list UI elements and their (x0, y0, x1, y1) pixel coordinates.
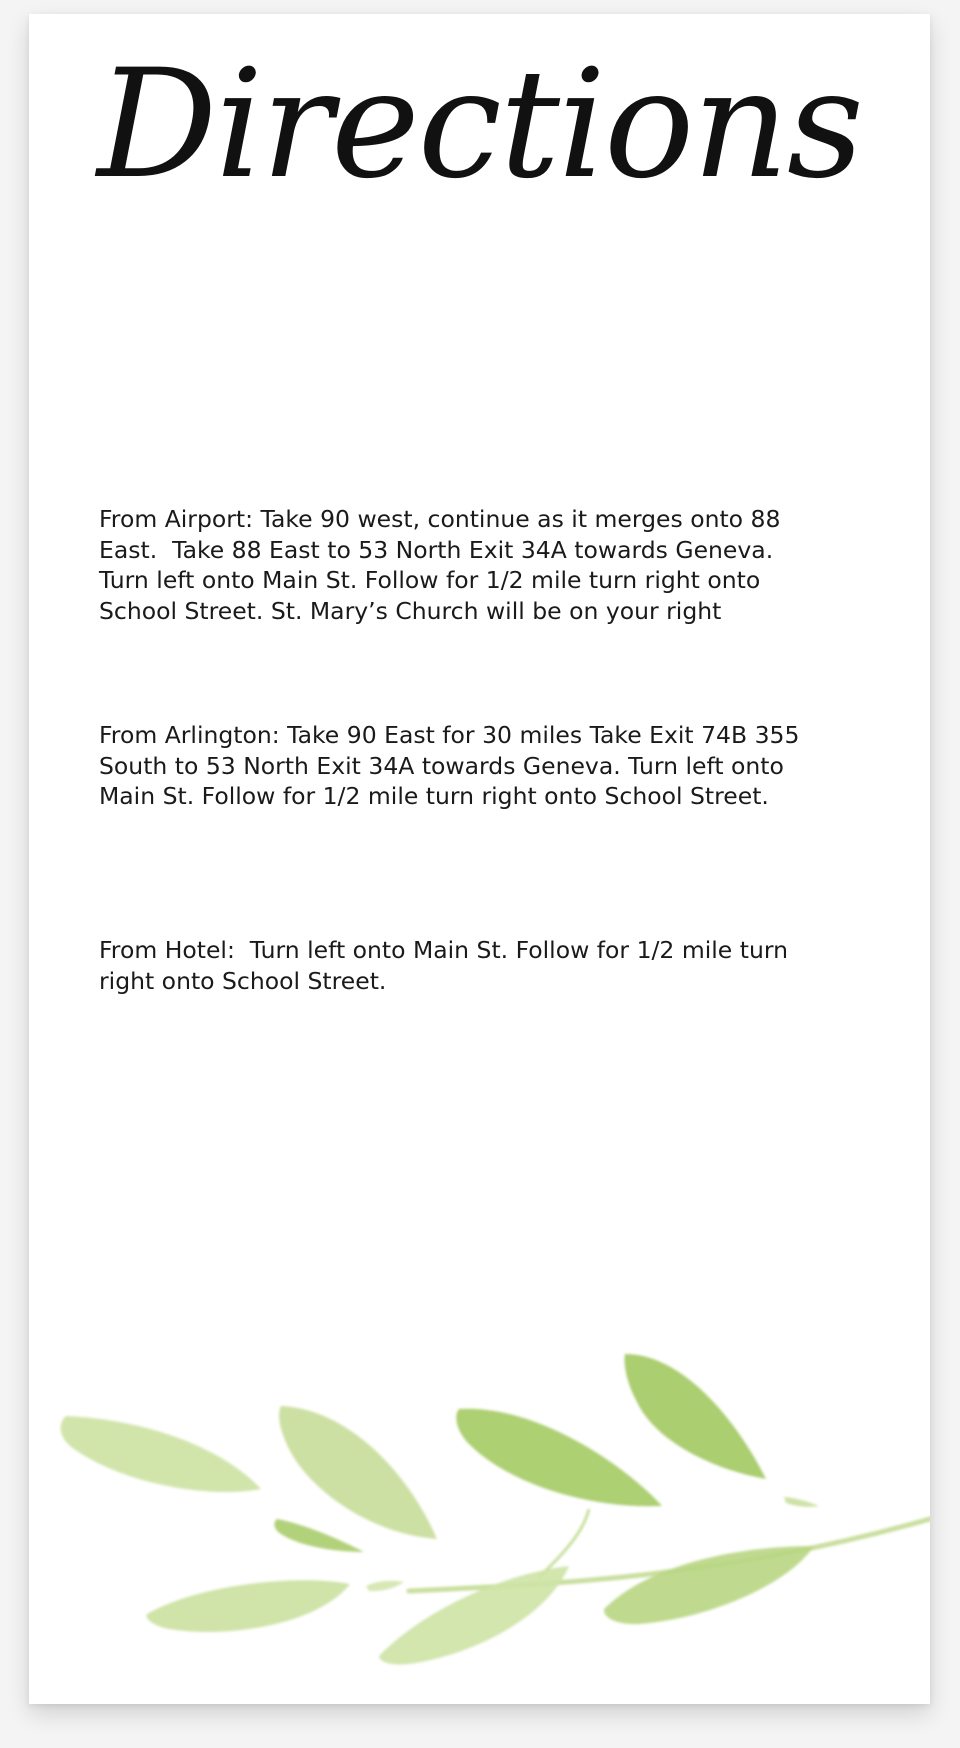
leaf (274, 1519, 364, 1552)
directions-from-airport: From Airport: Take 90 west, continue as it merges onto 88 East. Take 88 East to 53 North Exit 34A towards Geneva. Turn left onto Main St. Follow for 1/2 mile turn right onto School Street. St. Mary’s Church will be on your right (99, 505, 781, 625)
leaf (625, 1354, 767, 1479)
leaf (146, 1580, 350, 1632)
leaf (604, 1546, 814, 1624)
leaf (279, 1406, 437, 1539)
leaf (61, 1416, 261, 1492)
leaf (456, 1409, 662, 1507)
leaf-branch-icon (29, 1284, 930, 1704)
card-title: Directions (97, 38, 862, 212)
directions-from-hotel: From Hotel: Turn left onto Main St. Follow for 1/2 mile turn right onto School Street. (99, 936, 788, 995)
leaf (784, 1497, 819, 1507)
directions-from-arlington: From Arlington: Take 90 East for 30 miles Take Exit 74B 355 South to 53 North Exit 34A towards Geneva. Turn left onto Main St. Follow for 1/2 mile turn right onto School Street. (99, 721, 800, 810)
directions-card (29, 14, 930, 1704)
leaf (366, 1581, 404, 1591)
leaf (379, 1566, 569, 1665)
